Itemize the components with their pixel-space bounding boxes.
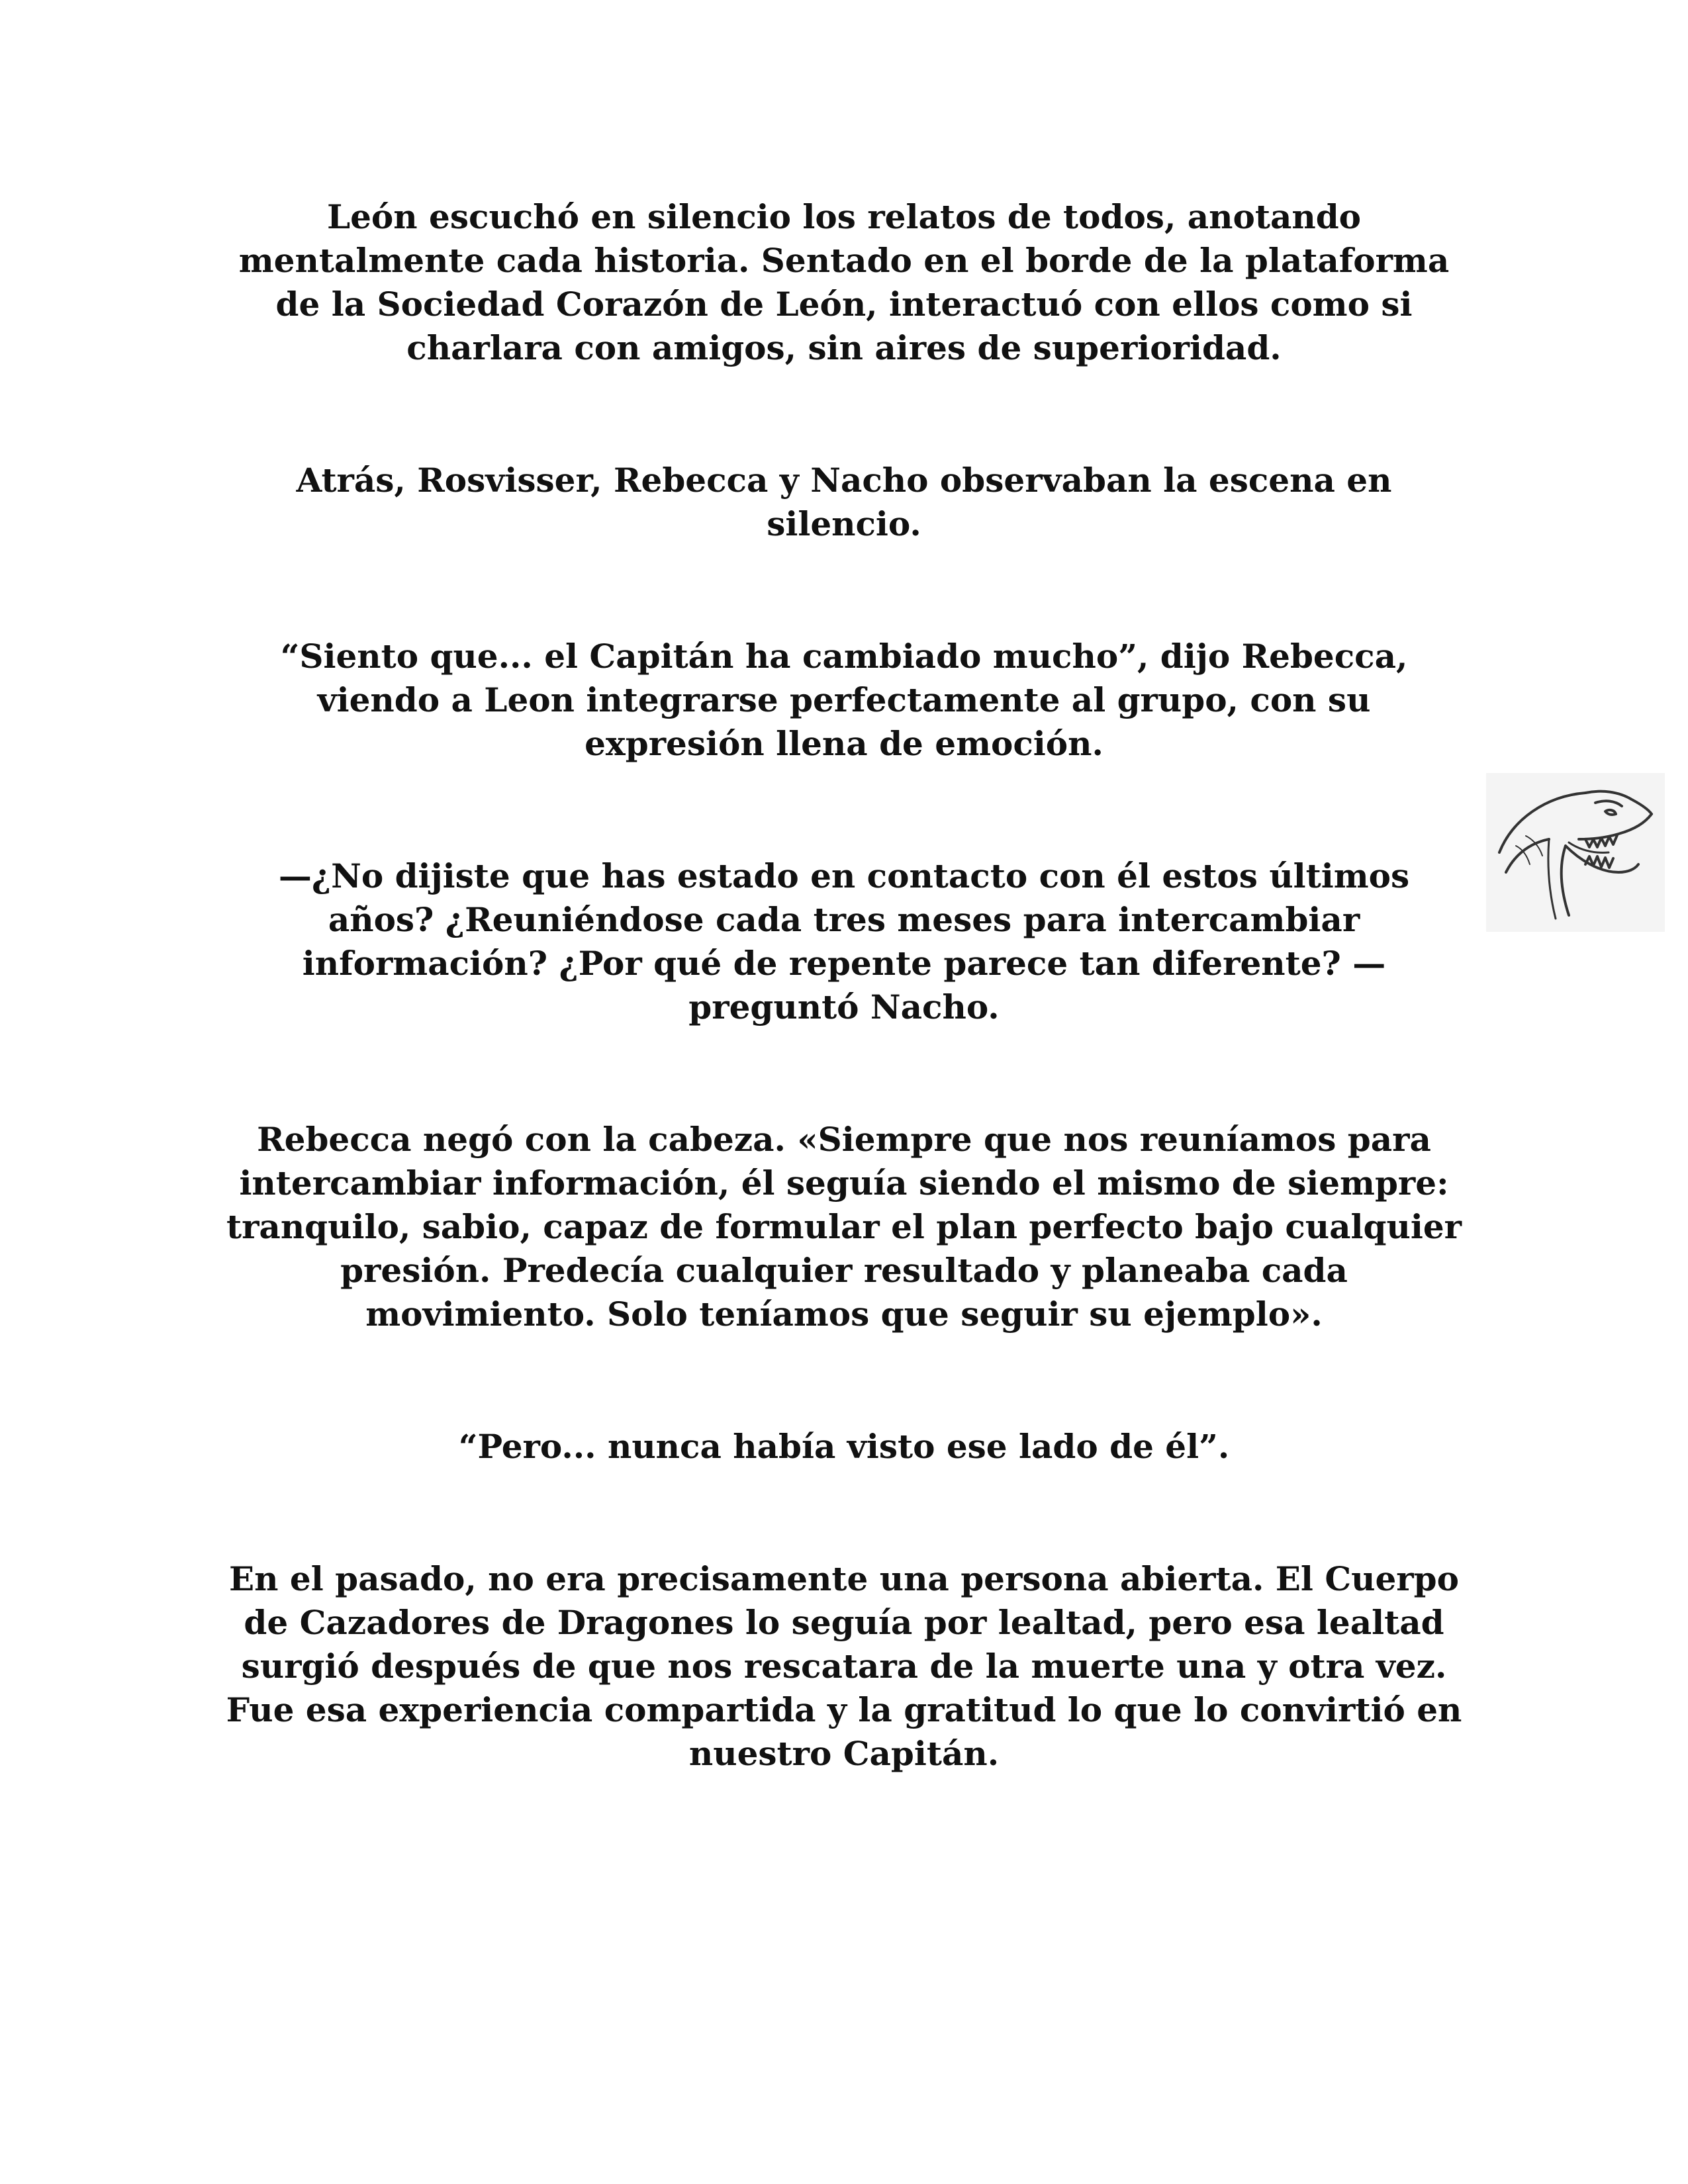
dinosaur-sketch-icon (1486, 773, 1665, 932)
paragraph-4: —¿No dijiste que has estado en contacto con él estos últimos años? ¿Reuniéndose cada tres meses para intercambiar información? ¿Por qué de repente parece tan diferente? —preguntó Nacho. (278, 856, 1410, 1026)
paragraph-1: León escuchó en silencio los relatos de todos, anotando mentalmente cada historia. Sentado en el borde de la plataforma de la Sociedad Corazón de León, interactuó con ellos como si charlara con amigos, sin aires de superioridad. (238, 197, 1450, 367)
paragraph-5: Rebecca negó con la cabeza. «Siempre que nos reuníamos para intercambiar información, él seguía siendo el mismo de siempre: tranquilo, sabio, capaz de formular el plan perfecto bajo cualquier presión. Predecía cualquier resultado y planeaba cada movimiento. Solo teníamos que seguir su ejemplo». (226, 1120, 1462, 1334)
paragraph-3: “Siento que... el Capitán ha cambiado mucho”, dijo Rebecca, viendo a Leon integrarse perfectamente al grupo, con su expresión llena de emoción. (280, 637, 1408, 763)
paragraph-2: Atrás, Rosvisser, Rebecca y Nacho observaban la escena en silencio. (296, 461, 1392, 543)
paragraph-6: “Pero... nunca había visto ese lado de él”. (458, 1427, 1230, 1466)
paragraph-7: En el pasado, no era precisamente una persona abierta. El Cuerpo de Cazadores de Dragones lo seguía por lealtad, pero esa lealtad surgió después de que nos rescatara de la muerte una y otra vez. Fue esa experiencia compartida y la gratitud lo que lo convirtió en nuestro Capitán. (226, 1559, 1462, 1773)
story-text (225, 195, 1463, 1776)
